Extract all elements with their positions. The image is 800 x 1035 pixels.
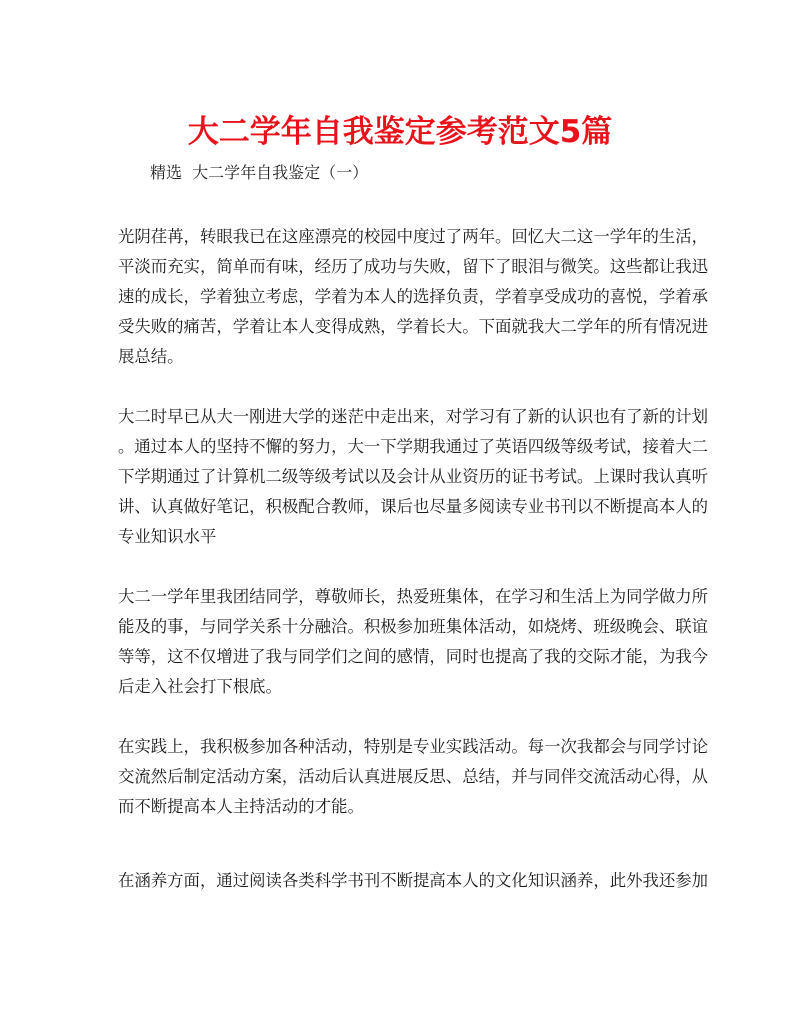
text-line: 展总结。 (118, 347, 184, 366)
text-line: 速的成长，学着独立考虑，学着为本人的选择负责，学着享受成功的喜悦，学着承 (118, 287, 709, 306)
text-line: 专业知识水平 (118, 527, 217, 546)
text-line: 下学期通过了计算机二级等级考试以及会计从业资历的证书考试。上课时我认真听 (118, 467, 709, 486)
paragraph-4 (118, 732, 709, 822)
paragraph-2 (118, 402, 709, 552)
text-line: 能及的事，与同学关系十分融洽。积极参加班集体活动，如烧烤、班级晚会、联谊 (118, 617, 709, 636)
text-line: 受失败的痛苦，学着让本人变得成熟，学着长大。下面就我大二学年的所有情况进 (118, 317, 709, 336)
text-line: 光阴荏苒，转眼我已在这座漂亮的校园中度过了两年。回忆大二这一学年的生活， (118, 227, 709, 246)
section-heading: 精选 大二学年自我鉴定（一） (150, 163, 369, 182)
text-line: 讲、认真做好笔记，积极配合教师，课后也尽量多阅读专业书刊以不断提高本人的 (118, 497, 709, 516)
text-line: 大二时早已从大一刚进大学的迷茫中走出来，对学习有了新的认识也有了新的计划 (118, 407, 709, 426)
text-line: 平淡而充实，简单而有味，经历了成功与失败，留下了眼泪与微笑。这些都让我迅 (118, 257, 709, 276)
text-line: 在涵养方面，通过阅读各类科学书刊不断提高本人的文化知识涵养，此外我还参加 (118, 871, 709, 890)
paragraph-3 (118, 582, 709, 702)
paragraph-5 (118, 866, 709, 896)
text-line: 在实践上，我积极参加各种活动，特别是专业实践活动。每一次我都会与同学讨论 (118, 737, 709, 756)
document-title: 大二学年自我鉴定参考范文5篇 (187, 114, 613, 150)
text-line: 等等，这不仅增进了我与同学们之间的感情，同时也提高了我的交际才能，为我今 (118, 647, 709, 666)
text-line: 交流然后制定活动方案，活动后认真进展反思、总结，并与同伴交流活动心得，从 (118, 767, 709, 786)
text-line: 大二一学年里我团结同学，尊敬师长，热爱班集体，在学习和生活上为同学做力所 (118, 587, 709, 606)
text-line: 后走入社会打下根底。 (118, 677, 282, 696)
paragraph-1 (118, 222, 709, 372)
text-line: 而不断提高本人主持活动的才能。 (118, 797, 364, 816)
text-line: 。通过本人的坚持不懈的努力，大一下学期我通过了英语四级等级考试，接着大二 (118, 437, 709, 456)
